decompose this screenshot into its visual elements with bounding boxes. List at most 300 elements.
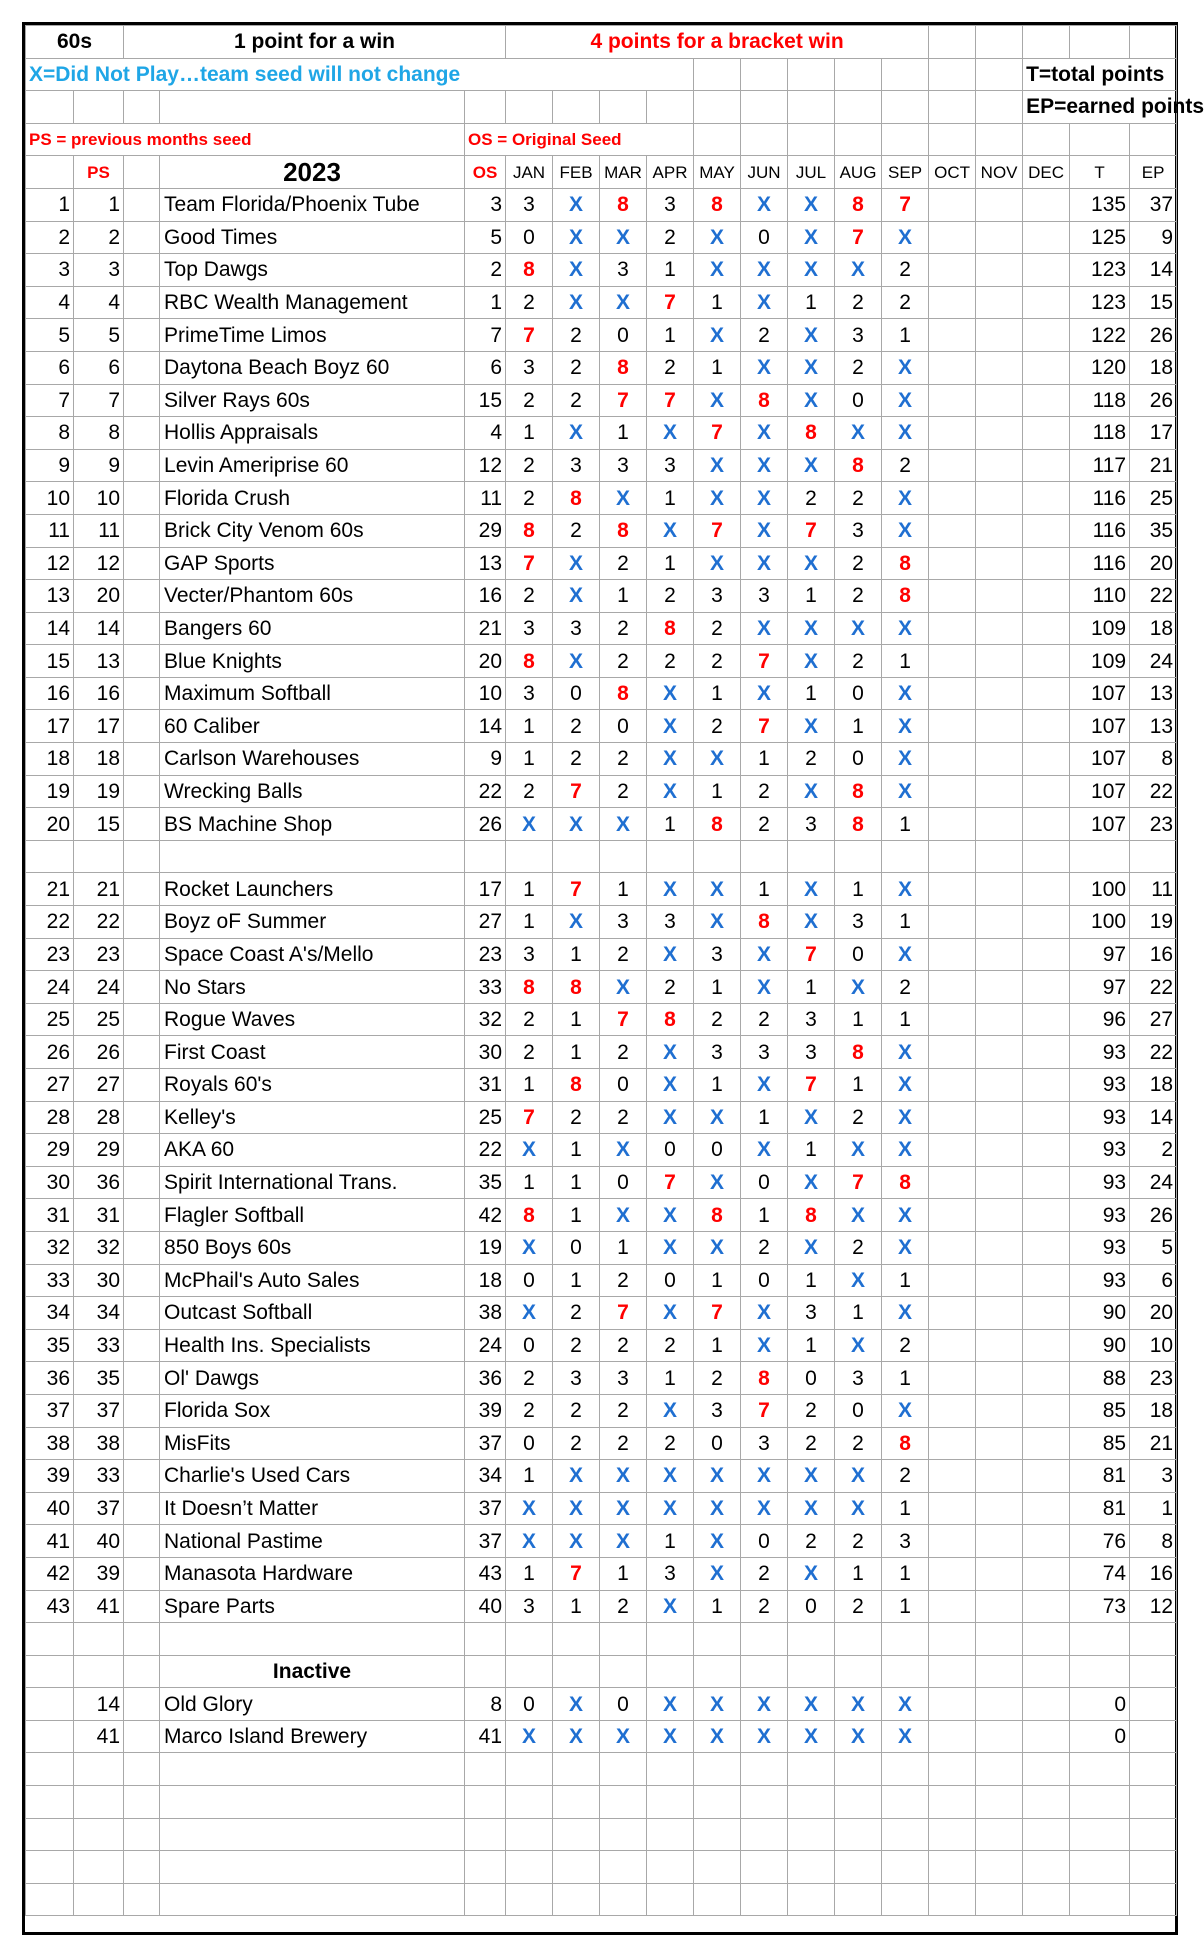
previous-seed-cell: 14 <box>74 1688 124 1721</box>
month-score-cell: 0 <box>600 1688 647 1721</box>
month-score-cell: 2 <box>741 775 788 808</box>
month-score-cell: 1 <box>694 351 741 384</box>
month-score-cell: 0 <box>694 1427 741 1460</box>
previous-seed-cell: 2 <box>74 221 124 254</box>
empty-cell <box>976 1623 1023 1656</box>
rank-cell: 36 <box>26 1362 74 1395</box>
month-score-cell: 3 <box>694 1394 741 1427</box>
empty-cell <box>929 1688 976 1721</box>
month-score-cell: X <box>694 319 741 352</box>
team-name-cell: Blue Knights <box>160 645 465 678</box>
month-score-cell: 2 <box>835 1101 882 1134</box>
previous-seed-cell: 6 <box>74 351 124 384</box>
empty-cell <box>647 1883 694 1916</box>
month-score-cell: X <box>835 1688 882 1721</box>
team-name-cell: Royals 60's <box>160 1069 465 1102</box>
month-score-cell: 2 <box>600 612 647 645</box>
month-score-cell: 8 <box>600 514 647 547</box>
month-score-cell: X <box>600 482 647 515</box>
month-score-cell: 2 <box>647 645 694 678</box>
previous-seed-cell: 5 <box>74 319 124 352</box>
month-score-cell: 2 <box>882 1329 929 1362</box>
empty-cell <box>976 514 1023 547</box>
empty-cell <box>976 417 1023 450</box>
month-score-cell: 1 <box>553 1166 600 1199</box>
month-score-cell: X <box>882 1134 929 1167</box>
previous-seed-cell: 1 <box>74 188 124 221</box>
month-score-cell: X <box>600 1720 647 1753</box>
empty-cell <box>124 677 160 710</box>
empty-cell <box>929 1134 976 1167</box>
total-points-cell: 107 <box>1070 710 1130 743</box>
month-score-cell: 2 <box>882 971 929 1004</box>
month-score-cell: X <box>647 1460 694 1493</box>
empty-cell <box>788 1655 835 1688</box>
month-score-cell: 1 <box>694 1264 741 1297</box>
empty-cell <box>506 1883 553 1916</box>
rank-cell: 13 <box>26 580 74 613</box>
month-score-cell: 1 <box>694 677 741 710</box>
month-score-cell: X <box>788 449 835 482</box>
empty-cell <box>124 1786 160 1819</box>
original-seed-cell: 23 <box>465 938 506 971</box>
month-score-cell: 8 <box>882 580 929 613</box>
empty-cell <box>1023 840 1070 873</box>
empty-cell <box>929 1329 976 1362</box>
month-score-cell: 1 <box>647 254 694 287</box>
empty-cell <box>976 808 1023 841</box>
month-score-cell: X <box>694 254 741 287</box>
empty-cell <box>124 1134 160 1167</box>
empty-cell <box>741 1851 788 1884</box>
earned-points-cell: 18 <box>1130 351 1177 384</box>
team-name-cell: Maximum Softball <box>160 677 465 710</box>
month-score-cell: 2 <box>882 1460 929 1493</box>
month-score-cell: 2 <box>600 1101 647 1134</box>
empty-cell <box>465 1818 506 1851</box>
month-score-cell: 2 <box>600 645 647 678</box>
month-score-cell: X <box>600 1134 647 1167</box>
empty-cell <box>694 1851 741 1884</box>
month-score-cell: 2 <box>882 449 929 482</box>
empty-cell <box>929 482 976 515</box>
empty-cell <box>741 1623 788 1656</box>
empty-cell <box>976 1362 1023 1395</box>
team-name-cell: Flagler Softball <box>160 1199 465 1232</box>
total-points-cell: 118 <box>1070 417 1130 450</box>
team-row <box>26 514 1177 547</box>
month-score-cell: 2 <box>600 938 647 971</box>
month-score-cell: 3 <box>553 1362 600 1395</box>
month-score-cell: 8 <box>600 188 647 221</box>
original-seed-cell: 13 <box>465 547 506 580</box>
month-score-cell: X <box>882 938 929 971</box>
empty-cell <box>929 677 976 710</box>
previous-seed-cell: 32 <box>74 1231 124 1264</box>
empty-cell <box>1070 1818 1130 1851</box>
empty-cell <box>929 1297 976 1330</box>
team-name-cell: Spirit International Trans. <box>160 1166 465 1199</box>
month-score-cell: X <box>882 677 929 710</box>
month-score-cell: 8 <box>647 612 694 645</box>
month-score-cell: 1 <box>882 1003 929 1036</box>
empty-cell <box>929 1786 976 1819</box>
original-seed-cell: 3 <box>465 188 506 221</box>
empty-cell <box>929 1590 976 1623</box>
team-name-cell: Charlie's Used Cars <box>160 1460 465 1493</box>
dnp-rule: X=Did Not Play…team seed will not change <box>26 58 694 91</box>
month-score-cell: 8 <box>506 1199 553 1232</box>
month-score-cell: X <box>647 1492 694 1525</box>
earned-points-cell: 22 <box>1130 971 1177 1004</box>
month-score-cell: X <box>694 221 741 254</box>
team-name-cell: Wrecking Balls <box>160 775 465 808</box>
empty-cell <box>465 1623 506 1656</box>
month-score-cell: X <box>741 286 788 319</box>
empty-cell <box>976 1688 1023 1721</box>
month-header: DEC <box>1023 156 1070 189</box>
os-definition: OS = Original Seed <box>465 123 694 156</box>
month-score-cell: 1 <box>694 1590 741 1623</box>
empty-cell <box>1023 873 1070 906</box>
month-score-cell: X <box>741 188 788 221</box>
empty-cell <box>929 971 976 1004</box>
total-points-cell: 97 <box>1070 938 1130 971</box>
month-score-cell: 0 <box>600 1166 647 1199</box>
team-row <box>26 1362 1177 1395</box>
spacer-row <box>26 840 1177 873</box>
empty-cell <box>1023 580 1070 613</box>
month-score-cell: 2 <box>600 775 647 808</box>
empty-cell <box>124 351 160 384</box>
month-score-cell: 7 <box>741 710 788 743</box>
earned-definition: EP=earned points <box>1023 91 1177 124</box>
empty-cell <box>929 873 976 906</box>
previous-seed-cell: 21 <box>74 873 124 906</box>
empty-cell <box>882 1851 929 1884</box>
month-score-cell: X <box>788 221 835 254</box>
empty-cell <box>929 1623 976 1656</box>
month-score-cell: X <box>835 1199 882 1232</box>
previous-seed-cell: 23 <box>74 938 124 971</box>
rank-cell: 39 <box>26 1460 74 1493</box>
empty-cell <box>1130 1818 1177 1851</box>
month-score-cell: 3 <box>741 580 788 613</box>
empty-cell <box>1023 1199 1070 1232</box>
month-score-cell: 0 <box>506 1688 553 1721</box>
empty-cell <box>929 1264 976 1297</box>
empty-cell <box>124 1231 160 1264</box>
original-seed-cell: 7 <box>465 319 506 352</box>
team-name-cell: PrimeTime Limos <box>160 319 465 352</box>
month-score-cell: 2 <box>694 645 741 678</box>
empty-cell <box>1023 449 1070 482</box>
month-score-cell: 2 <box>553 710 600 743</box>
month-score-cell: 2 <box>741 1590 788 1623</box>
empty-cell <box>882 1883 929 1916</box>
earned-points-cell: 37 <box>1130 188 1177 221</box>
empty-cell <box>835 1883 882 1916</box>
rank-cell: 43 <box>26 1590 74 1623</box>
rank-cell: 1 <box>26 188 74 221</box>
empty-cell <box>976 840 1023 873</box>
empty-cell <box>124 221 160 254</box>
empty-cell <box>882 1786 929 1819</box>
empty-cell <box>553 1753 600 1786</box>
month-score-cell: X <box>600 221 647 254</box>
empty-cell <box>1023 1427 1070 1460</box>
rank-cell: 15 <box>26 645 74 678</box>
month-score-cell: 2 <box>553 514 600 547</box>
empty-cell <box>929 1557 976 1590</box>
empty-cell <box>929 1069 976 1102</box>
original-seed-cell: 5 <box>465 221 506 254</box>
month-score-cell: 1 <box>882 808 929 841</box>
empty-cell <box>976 319 1023 352</box>
month-score-cell: X <box>882 873 929 906</box>
team-name-cell: 60 Caliber <box>160 710 465 743</box>
original-seed-cell: 39 <box>465 1394 506 1427</box>
month-score-cell: X <box>835 417 882 450</box>
month-score-cell: 2 <box>741 1231 788 1264</box>
month-score-cell: 2 <box>506 482 553 515</box>
team-name-cell: Marco Island Brewery <box>160 1720 465 1753</box>
empty-cell <box>600 840 647 873</box>
month-score-cell: 2 <box>835 580 882 613</box>
team-row <box>26 808 1177 841</box>
empty-cell <box>1023 1557 1070 1590</box>
earned-points-cell: 6 <box>1130 1264 1177 1297</box>
team-row <box>26 873 1177 906</box>
month-score-cell: X <box>741 1460 788 1493</box>
empty-cell <box>465 1786 506 1819</box>
total-points-cell: 74 <box>1070 1557 1130 1590</box>
empty-cell <box>1130 1655 1177 1688</box>
rank-cell: 25 <box>26 1003 74 1036</box>
team-name-cell: Ol' Dawgs <box>160 1362 465 1395</box>
empty-cell <box>929 808 976 841</box>
empty-cell <box>26 1655 74 1688</box>
empty-cell <box>788 1851 835 1884</box>
previous-seed-cell: 31 <box>74 1199 124 1232</box>
month-score-cell: 1 <box>788 286 835 319</box>
month-score-cell: X <box>694 1525 741 1558</box>
empty-cell <box>929 775 976 808</box>
total-points-cell: 107 <box>1070 743 1130 776</box>
empty-cell <box>976 938 1023 971</box>
month-score-cell: X <box>788 319 835 352</box>
empty-cell <box>600 1655 647 1688</box>
original-seed-cell: 16 <box>465 580 506 613</box>
previous-seed-cell: 28 <box>74 1101 124 1134</box>
original-seed-cell: 8 <box>465 1688 506 1721</box>
month-score-cell: X <box>647 417 694 450</box>
team-row <box>26 1069 1177 1102</box>
month-score-cell: 2 <box>647 580 694 613</box>
earned-points-cell: 14 <box>1130 254 1177 287</box>
earned-points-cell: 16 <box>1130 1557 1177 1590</box>
team-name-cell: Manasota Hardware <box>160 1557 465 1590</box>
empty-cell <box>26 1818 74 1851</box>
month-score-cell: X <box>741 514 788 547</box>
team-row <box>26 775 1177 808</box>
month-score-cell: 8 <box>506 254 553 287</box>
empty-row <box>26 1818 1177 1851</box>
original-seed-cell: 41 <box>465 1720 506 1753</box>
empty-cell <box>647 1851 694 1884</box>
empty-cell <box>1023 1525 1070 1558</box>
month-score-cell: 7 <box>553 873 600 906</box>
ps-definition: PS = previous months seed <box>26 123 465 156</box>
month-score-cell: 1 <box>694 1069 741 1102</box>
month-score-cell: 2 <box>553 319 600 352</box>
month-score-cell: 8 <box>835 808 882 841</box>
month-score-cell: 2 <box>882 286 929 319</box>
month-score-cell: 8 <box>506 514 553 547</box>
empty-cell <box>124 775 160 808</box>
team-name-cell: Space Coast A's/Mello <box>160 938 465 971</box>
previous-seed-cell: 17 <box>74 710 124 743</box>
empty-cell <box>929 1492 976 1525</box>
total-points-cell: 120 <box>1070 351 1130 384</box>
empty-cell <box>1023 351 1070 384</box>
empty-cell <box>929 938 976 971</box>
total-points-cell: 93 <box>1070 1134 1130 1167</box>
empty-cell <box>124 1362 160 1395</box>
month-score-cell: X <box>741 482 788 515</box>
month-score-cell: X <box>741 449 788 482</box>
month-score-cell: 2 <box>553 1297 600 1330</box>
month-score-cell: 2 <box>647 1329 694 1362</box>
original-seed-cell: 42 <box>465 1199 506 1232</box>
original-seed-cell: 20 <box>465 645 506 678</box>
month-score-cell: 0 <box>788 1362 835 1395</box>
month-score-cell: 8 <box>835 1036 882 1069</box>
rank-cell: 35 <box>26 1329 74 1362</box>
previous-seed-cell: 41 <box>74 1590 124 1623</box>
month-score-cell: X <box>553 254 600 287</box>
month-score-cell: 1 <box>882 1264 929 1297</box>
ps-column-header: PS <box>74 156 124 189</box>
month-score-cell: X <box>694 1492 741 1525</box>
empty-cell <box>124 1427 160 1460</box>
total-points-cell: 90 <box>1070 1297 1130 1330</box>
month-score-cell: X <box>788 1231 835 1264</box>
team-row <box>26 417 1177 450</box>
month-score-cell: X <box>694 384 741 417</box>
month-score-cell: 8 <box>741 906 788 939</box>
empty-cell <box>1023 319 1070 352</box>
month-score-cell: 2 <box>553 384 600 417</box>
month-score-cell: X <box>647 873 694 906</box>
month-score-cell: X <box>882 1101 929 1134</box>
total-points-cell: 85 <box>1070 1394 1130 1427</box>
month-score-cell: 3 <box>506 938 553 971</box>
month-score-cell: 2 <box>553 1394 600 1427</box>
empty-cell <box>882 840 929 873</box>
team-name-cell: Brick City Venom 60s <box>160 514 465 547</box>
month-score-cell: X <box>694 873 741 906</box>
empty-cell <box>929 449 976 482</box>
empty-cell <box>976 775 1023 808</box>
month-score-cell: 3 <box>647 449 694 482</box>
team-row <box>26 286 1177 319</box>
month-score-cell: 7 <box>600 1297 647 1330</box>
month-score-cell: X <box>553 580 600 613</box>
empty-cell <box>976 547 1023 580</box>
team-row <box>26 1134 1177 1167</box>
empty-cell <box>1023 1069 1070 1102</box>
empty-cell <box>929 1525 976 1558</box>
total-points-cell: 93 <box>1070 1231 1130 1264</box>
month-score-cell: 0 <box>741 221 788 254</box>
month-score-cell: 2 <box>647 351 694 384</box>
month-score-cell: 1 <box>882 1362 929 1395</box>
month-score-cell: 3 <box>553 612 600 645</box>
total-points-cell: 93 <box>1070 1264 1130 1297</box>
team-row <box>26 1427 1177 1460</box>
original-seed-cell: 30 <box>465 1036 506 1069</box>
rank-cell: 27 <box>26 1069 74 1102</box>
month-score-cell: 2 <box>647 971 694 1004</box>
month-score-cell: X <box>647 1069 694 1102</box>
empty-cell <box>835 840 882 873</box>
empty-cell <box>124 449 160 482</box>
empty-cell <box>976 1753 1023 1786</box>
empty-cell <box>1070 1786 1130 1819</box>
empty-cell <box>976 1883 1023 1916</box>
month-score-cell: X <box>741 1297 788 1330</box>
month-score-cell: X <box>882 1036 929 1069</box>
month-score-cell: 1 <box>835 1003 882 1036</box>
month-score-cell: 2 <box>882 254 929 287</box>
month-score-cell: X <box>788 906 835 939</box>
empty-cell <box>124 1851 160 1884</box>
previous-seed-cell: 10 <box>74 482 124 515</box>
empty-cell <box>741 1786 788 1819</box>
rank-cell: 11 <box>26 514 74 547</box>
month-score-cell: 0 <box>647 1264 694 1297</box>
empty-cell <box>929 1851 976 1884</box>
rank-cell: 14 <box>26 612 74 645</box>
original-seed-cell: 29 <box>465 514 506 547</box>
previous-seed-cell: 20 <box>74 580 124 613</box>
team-row <box>26 580 1177 613</box>
empty-cell <box>506 1786 553 1819</box>
empty-cell <box>506 1623 553 1656</box>
total-points-cell: 100 <box>1070 906 1130 939</box>
original-seed-cell: 19 <box>465 1231 506 1264</box>
earned-points-cell: 27 <box>1130 1003 1177 1036</box>
empty-cell <box>600 1851 647 1884</box>
team-name-cell: Kelley's <box>160 1101 465 1134</box>
month-score-cell: 8 <box>553 482 600 515</box>
previous-seed-cell: 9 <box>74 449 124 482</box>
month-score-cell: 1 <box>553 1590 600 1623</box>
empty-cell <box>124 1525 160 1558</box>
month-score-cell: X <box>694 743 741 776</box>
month-score-cell: 3 <box>835 514 882 547</box>
month-score-cell: 2 <box>835 1427 882 1460</box>
header-row-3 <box>26 91 1177 124</box>
empty-cell <box>976 1264 1023 1297</box>
empty-cell <box>741 1655 788 1688</box>
empty-cell <box>160 840 465 873</box>
month-score-cell: 2 <box>600 1590 647 1623</box>
month-score-cell: 0 <box>600 319 647 352</box>
month-score-cell: 8 <box>694 808 741 841</box>
month-score-cell: 0 <box>835 677 882 710</box>
